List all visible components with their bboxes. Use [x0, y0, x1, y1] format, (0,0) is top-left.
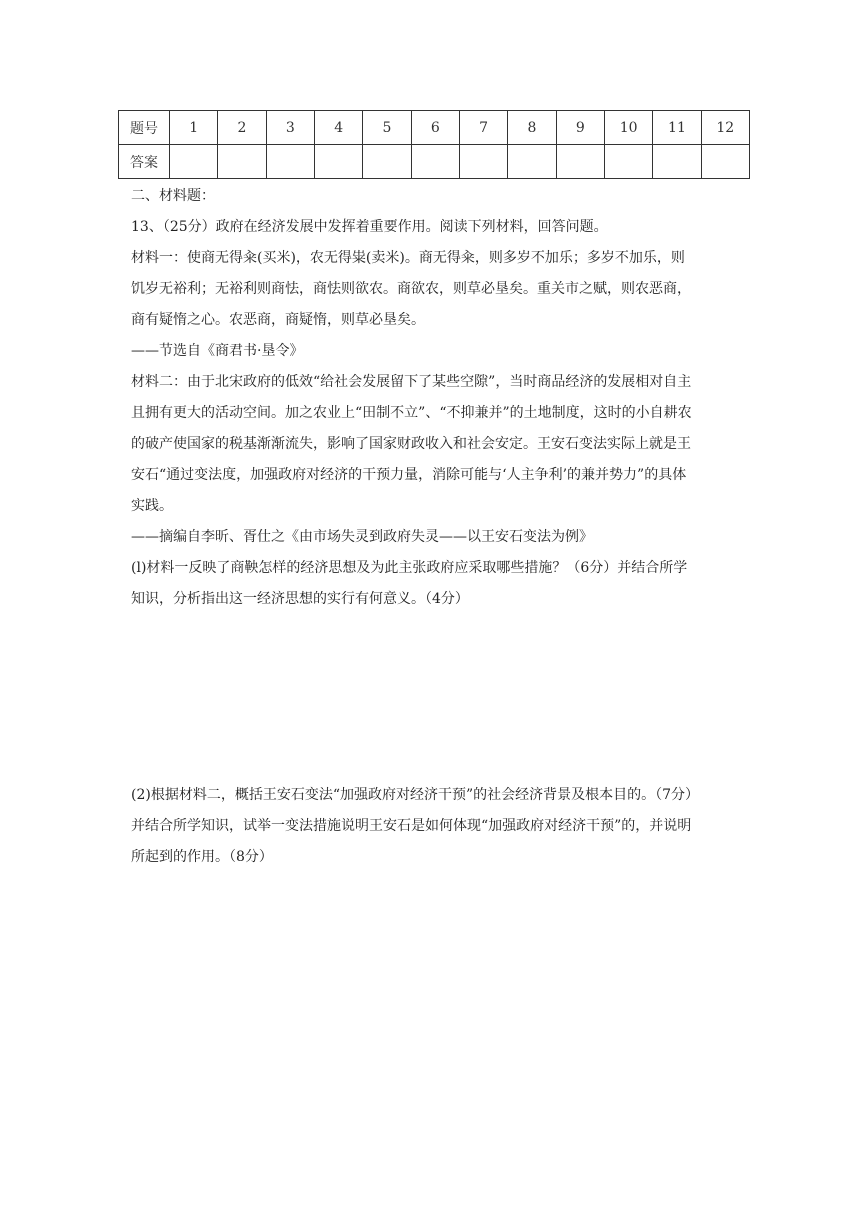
answer-cell[interactable]: [266, 145, 314, 179]
subquestion1-line: (l)材料一反映了商鞅怎样的经济思想及为此主张政府应采取哪些措施？（6分）并结合所学: [131, 560, 688, 576]
material1-line: 饥岁无裕利；无裕利则商怯，商怯则欲农。商欲农，则草必垦矣。重关市之赋，则农恶商，: [131, 281, 691, 297]
material1-source: ——节选自《商君书·垦令》: [131, 343, 304, 359]
answer-cell[interactable]: [508, 145, 556, 179]
question-number-cell: 7: [459, 111, 507, 145]
answer-cell[interactable]: [218, 145, 266, 179]
answer-cell[interactable]: [170, 145, 218, 179]
question-number-cell: 5: [363, 111, 411, 145]
material2-source: ——摘编自李昕、胥仕之《由市场失灵到政府失灵——以王安石变法为例》: [131, 529, 593, 545]
material2-line: 的破产使国家的税基渐渐流失，影响了国家财政收入和社会安定。王安石变法实际上就是王: [131, 436, 691, 452]
subquestion2-line: 并结合所学知识，试举一变法措施说明王安石是如何体现“加强政府对经济干预”的，并说明: [131, 818, 692, 834]
question-number-cell: 12: [701, 111, 749, 145]
answer-table: [118, 110, 750, 179]
material1-line: 材料一：使商无得籴(买米)，农无得粜(卖米)。商无得籴，则多岁不加乐；多岁不加乐，则: [131, 250, 685, 266]
subquestion2-line: (2)根据材料二，概括王安石变法“加强政府对经济干预”的社会经济背景及根本目的。（7分）: [131, 787, 700, 803]
answer-cell[interactable]: [604, 145, 652, 179]
answer-cell[interactable]: [459, 145, 507, 179]
row-header-answer: 答案: [119, 145, 170, 179]
question-number-cell: 9: [556, 111, 604, 145]
material2-line: 实践。: [131, 498, 173, 514]
question-number-cell: 6: [411, 111, 459, 145]
question-number-row: [119, 111, 750, 145]
question-intro: 13、（25分）政府在经济发展中发挥着重要作用。阅读下列材料，回答问题。: [131, 219, 608, 235]
question-number-cell: 10: [604, 111, 652, 145]
answer-cell[interactable]: [653, 145, 701, 179]
row-header-question-number: 题号: [119, 111, 170, 145]
material2-line: 安石“通过变法度，加强政府对经济的干预力量，消除可能与‘人主争利’的兼并势力”的具体: [131, 467, 687, 483]
answer-cell[interactable]: [314, 145, 362, 179]
subquestion2-line: 所起到的作用。（8分）: [131, 849, 273, 865]
answer-space-1[interactable]: [131, 615, 743, 780]
answer-cell[interactable]: [411, 145, 459, 179]
answer-cell[interactable]: [363, 145, 411, 179]
section-heading: 二、材料题：: [131, 188, 215, 204]
material2-line: 材料二：由于北宋政府的低效“给社会发展留下了某些空隙”，当时商品经济的发展相对自主: [131, 374, 692, 390]
question-number-cell: 1: [170, 111, 218, 145]
question-number-cell: 8: [508, 111, 556, 145]
answer-row: [119, 145, 750, 179]
answer-cell[interactable]: [556, 145, 604, 179]
question-number-cell: 4: [314, 111, 362, 145]
question-number-cell: 2: [218, 111, 266, 145]
question-number-cell: 3: [266, 111, 314, 145]
material-question-section: [131, 181, 743, 873]
question-number-cell: 11: [653, 111, 701, 145]
subquestion1-line: 知识，分析指出这一经济思想的实行有何意义。（4分）: [131, 591, 469, 607]
material1-line: 商有疑惰之心。农恶商，商疑惰，则草必垦矣。: [131, 312, 425, 328]
material2-line: 且拥有更大的活动空间。加之农业上“田制不立”、“不抑兼并”的土地制度，这时的小自耕农: [131, 405, 692, 421]
answer-cell[interactable]: [701, 145, 749, 179]
